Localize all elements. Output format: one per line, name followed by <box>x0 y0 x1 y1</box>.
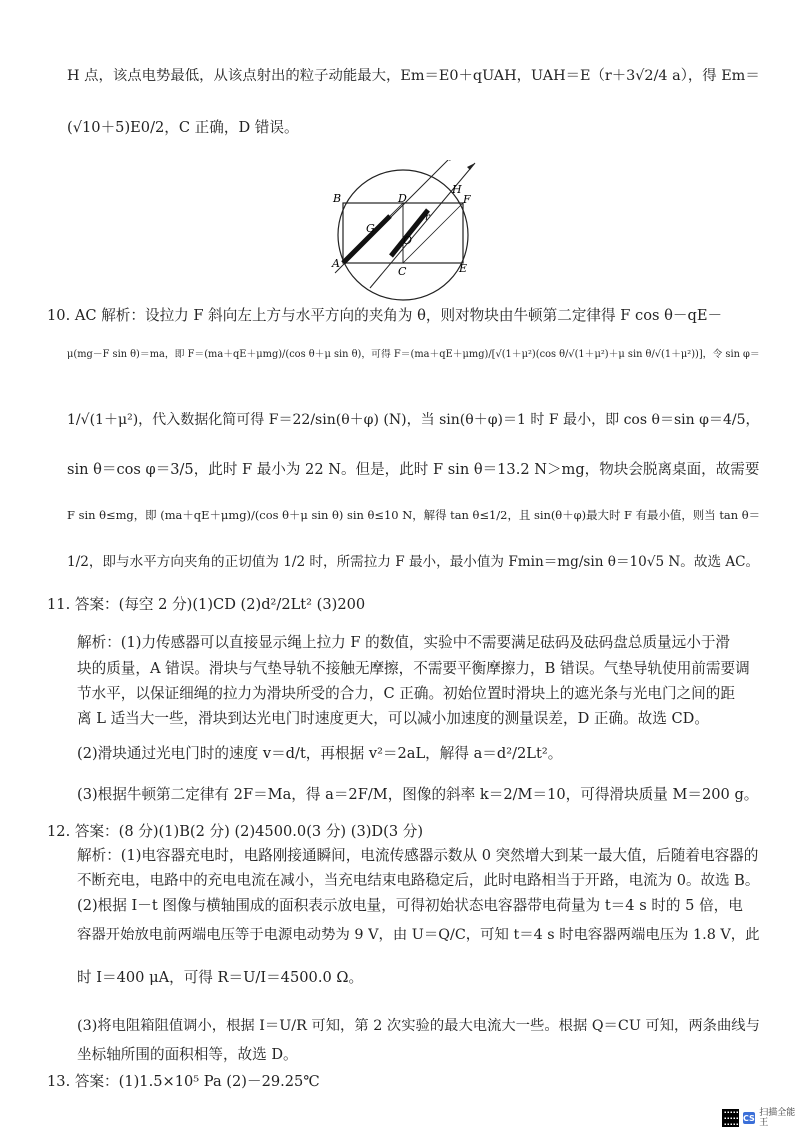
text-line: sin θ＝cos φ＝3/5，此时 F 最小为 22 N。但是，此时 F sin θ＝13.2 N＞mg，物块会脱离桌面，故需要 <box>67 461 760 478</box>
label-d: D <box>398 192 407 205</box>
text-line: (2)滑块通过光电门时的速度 v＝d/t，再根据 v²＝2aL，解得 a＝d²/2Lt²。 <box>77 745 563 762</box>
label-o: O <box>403 234 413 247</box>
label-r: r <box>425 212 430 223</box>
text-line: F sin θ≤mg，即 (ma＋qE＋μmg)/(cos θ＋μ sin θ) sin θ≤10 N，解得 tan θ≤1/2，且 sin(θ＋φ)最大时 F 有最小值，则当 tan θ＝ <box>67 508 761 522</box>
label-g: G <box>366 222 375 235</box>
text-line: 13. 答案：(1)1.5×10⁵ Pa (2)－29.25℃ <box>47 1073 320 1090</box>
text-line: 块的质量，A 错误。滑块与气垫导轨不接触无摩擦，不需要平衡摩擦力，B 错误。气垫导轨使用前需要调 <box>77 660 750 677</box>
text-line: 不断充电，电路中的充电电流在减小，当充电结束电路稳定后，此时电路相当于开路，电流为 0。故选 B。 <box>77 873 760 889</box>
label-h: H <box>452 183 462 196</box>
text-line: 12. 答案：(8 分)(1)B(2 分) (2)4500.0(3 分) (3)D(3 分) <box>47 823 424 840</box>
text-line: H 点，该点电势最低，从该点射出的粒子动能最大，Em＝E0＋qUAH，UAH＝E（r＋3√2/4 a），得 Em＝ <box>67 68 760 84</box>
text-line: (2)根据 I－t 图像与横轴围成的面积表示放电量，可得初始状态电容器带电荷量为 t＝4 s 时的 5 倍，电 <box>77 897 743 914</box>
text-line: μ(mg－F sin θ)＝ma，即 F＝(ma＋qE＋μmg)/(cos θ＋μ sin θ)，可得 F＝(ma＋qE＋μmg)/[√(1＋μ²)(cos θ/√(1＋μ²)＋μ sin θ/√(1＋μ²))]，令 sin φ＝ <box>67 349 760 360</box>
text-line: 1/2，即与水平方向夹角的正切值为 1/2 时，所需拉力 F 最小，最小值为 Fmin＝mg/sin θ＝10√5 N。故选 AC。 <box>67 554 760 570</box>
label-a: A <box>332 257 340 270</box>
physics-diagram <box>330 160 480 305</box>
thick-segment-or <box>391 210 428 256</box>
text-line: 解析：(1)电容器充电时，电路刚接通瞬间，电流传感器示数从 0 突然增大到某一最大值，后随着电容器的 <box>77 847 759 864</box>
label-b: B <box>333 192 342 205</box>
label-c: C <box>398 265 407 278</box>
brand-label: 扫描全能王 <box>759 1108 796 1128</box>
text-line: 时 I＝400 μA，可得 R＝U/I＝4500.0 Ω。 <box>77 969 364 986</box>
scanner-watermark <box>722 1108 800 1128</box>
text-line: (3)根据牛顿第二定律有 2F＝Ma，得 a＝2F/M，图像的斜率 k＝2/M＝10，可得滑块质量 M＝200 g。 <box>77 786 759 803</box>
arrow-head-icon <box>467 163 475 170</box>
label-f: F <box>463 193 471 206</box>
text-line: (√10＋5)E0/2，C 正确，D 错误。 <box>67 119 299 136</box>
text-line: 10. AC 解析：设拉力 F 斜向左上方与水平方向的夹角为 θ，则对物块由牛顿第二定律得 F cos θ－qE－ <box>47 307 723 324</box>
text-line: (3)将电阻箱阻值调小，根据 I＝U/R 可知，第 2 次实验的最大电流大一些。根据 Q＝CU 可知，两条曲线与 <box>77 1018 760 1034</box>
qr-code-icon <box>722 1109 739 1127</box>
cs-logo-icon: CS <box>742 1113 755 1123</box>
text-line: 离 L 适当大一些，滑块到达光电门时速度更大，可以减小加速度的测量误差，D 正确。故选 CD。 <box>77 710 709 727</box>
text-line: 解析：(1)力传感器可以直接显示绳上拉力 F 的数值，实验中不需要满足砝码及砝码盘总质量远小于滑 <box>77 634 731 651</box>
label-e: E <box>459 262 468 275</box>
text-line: 节水平，以保证细绳的拉力为滑块所受的合力，C 正确。初始位置时滑块上的遮光条与光电门之间的距 <box>77 685 735 702</box>
text-line: 11. 答案：(每空 2 分)(1)CD (2)d²/2Lt² (3)200 <box>47 596 366 613</box>
text-line: 1/√(1＋μ²)，代入数据化简可得 F＝22/sin(θ＋φ) (N)，当 sin(θ＋φ)＝1 时 F 最小，即 cos θ＝sin φ＝4/5， <box>67 412 760 428</box>
text-line: 容器开始放电前两端电压等于电源电动势为 9 V，由 U＝Q/C，可知 t＝4 s 时电容器两端电压为 1.8 V，此 <box>77 927 760 943</box>
text-line: 坐标轴所围的面积相等，故选 D。 <box>77 1046 298 1063</box>
